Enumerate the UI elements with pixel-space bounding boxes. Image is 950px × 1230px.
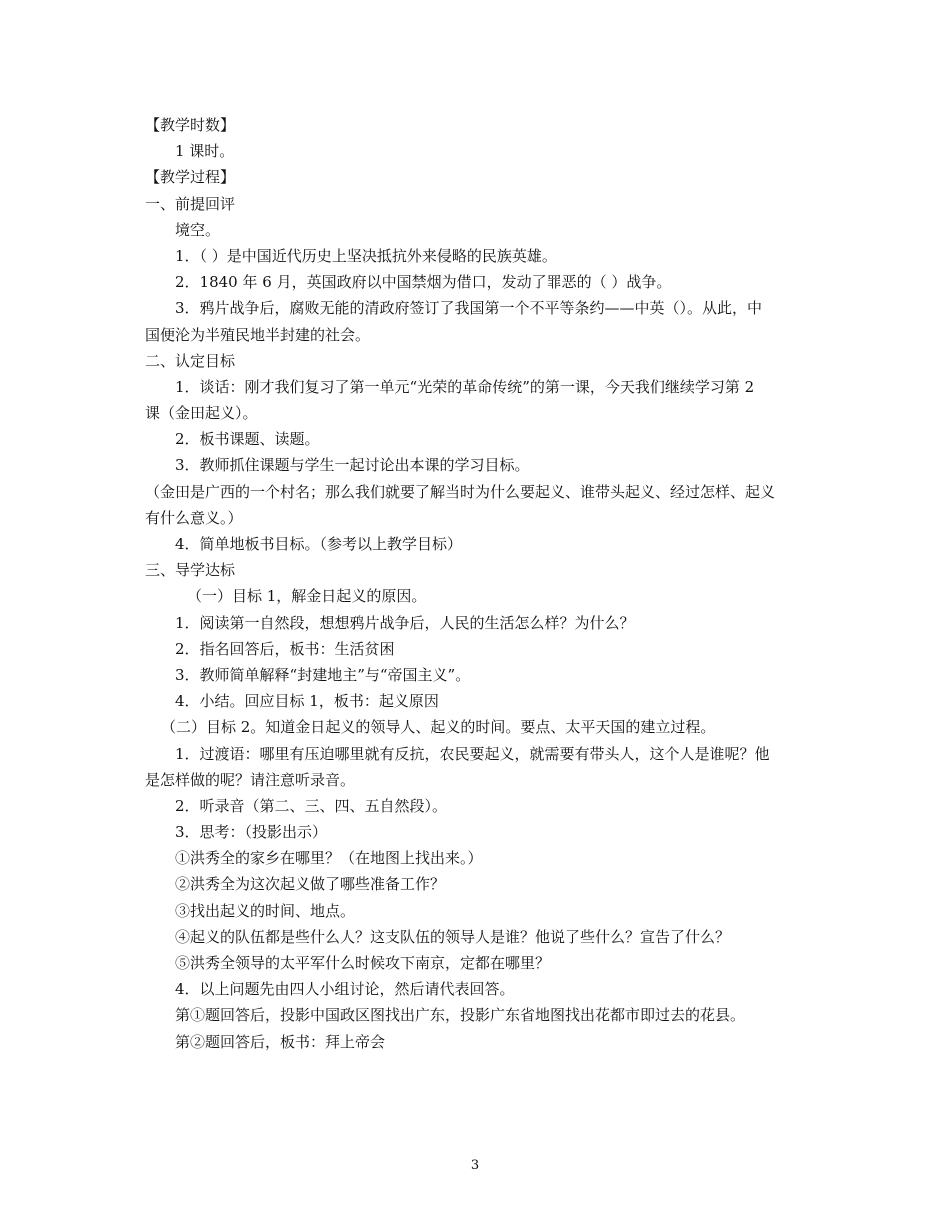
think-question-2: ②洪秀全为这次起义做了哪些准备工作？ <box>175 875 446 894</box>
think-question-1: ①洪秀全的家乡在哪里？（在地图上找出来。） <box>175 849 483 868</box>
note-line-1: （金田是广西的一个村名；那么我们就要了解当时为什么要起义、谁带头起义、经过怎样、起义 <box>145 482 776 501</box>
think-question-5: ⑤洪秀全领导的太平军什么时候攻下南京，定都在哪里？ <box>175 954 551 972</box>
goal-1-step-4: 4．小结。回应目标 1，板书：起义原因 <box>175 692 439 711</box>
think-question-4: ④起义的队伍都是些什么人？这支队伍的领导人是谁？他说了些什么？宣告了什么？ <box>175 927 731 946</box>
text-class-hours: 1 课时。 <box>175 142 235 161</box>
heading-teaching-process: 【教学过程】 <box>145 168 236 187</box>
answer-2-note: 第②题回答后，板书：拜上帝会 <box>175 1032 386 1051</box>
section-objectives: 二、认定目标 <box>145 351 236 370</box>
answer-1-note: 第①题回答后，投影中国政区图找出广东，投影广东省地图找出花都市即过去的花县。 <box>175 1006 746 1025</box>
think-question-3: ③找出起义的时间、地点。 <box>175 901 356 920</box>
objective-4: 4．简单地板书目标。（参考以上教学目标） <box>175 535 463 553</box>
goal-1-step-3: 3．教师简单解释“封建地主”与“帝国主义”。 <box>175 665 471 684</box>
heading-teaching-hours: 【教学时数】 <box>145 116 236 134</box>
question-2: 2．1840 年 6 月，英国政府以中国禁烟为借口，发动了罪恶的（ ）战争。 <box>175 273 672 292</box>
question-3-line-1: 3．鸦片战争后，腐败无能的清政府签订了我国第一个不平等条约——中英（）。从此，中 <box>175 299 763 318</box>
section-guided-learning: 三、导学达标 <box>145 561 236 580</box>
goal-1-step-2: 2．指名回答后，板书：生活贫困 <box>175 639 395 658</box>
goal-2-step-1-line-2: 是怎样做的呢？请注意听录音。 <box>145 770 356 789</box>
question-1: 1．（ ）是中国近代历史上坚决抵抗外来侵略的民族英雄。 <box>175 246 557 265</box>
question-3-line-2: 国便沦为半殖民地半封建的社会。 <box>145 325 371 344</box>
goal-2-step-2: 2．听录音（第二、三、四、五自然段）。 <box>175 796 448 815</box>
section-review: 一、前提回评 <box>145 194 236 213</box>
objective-2: 2．板书课题、读题。 <box>175 430 320 449</box>
subsection-goal-2: （二）目标 2。知道金日起义的领导人、起义的时间。要点、太平天国的建立过程。 <box>161 718 716 737</box>
objective-3: 3．教师抓住课题与学生一起讨论出本课的学习目标。 <box>175 456 530 475</box>
page-number: 3 <box>470 1158 480 1173</box>
objective-1-line-1: 1．谈话：刚才我们复习了第一单元“光荣的革命传统”的第一课，今天我们继续学习第 2 <box>175 377 755 396</box>
goal-2-step-4: 4．以上问题先由四人小组讨论，然后请代表回答。 <box>175 980 515 999</box>
goal-1-step-1: 1．阅读第一自然段，想想鸦片战争后，人民的生活怎么样？为什么？ <box>175 613 635 632</box>
note-line-2: 有什么意义。） <box>145 508 243 527</box>
goal-2-step-1-line-1: 1．过渡语：哪里有压迫哪里就有反抗，农民要起义，就需要有带头人，这个人是谁呢？他 <box>175 744 770 763</box>
document-body <box>145 112 810 1055</box>
goal-2-step-3: 3．思考：（投影出示） <box>175 823 328 842</box>
subsection-goal-1: （一）目标 1，解金日起义的原因。 <box>187 587 427 606</box>
text-fill-blank: 境空。 <box>175 220 221 239</box>
objective-1-line-2: 课（金田起义）。 <box>145 404 258 423</box>
